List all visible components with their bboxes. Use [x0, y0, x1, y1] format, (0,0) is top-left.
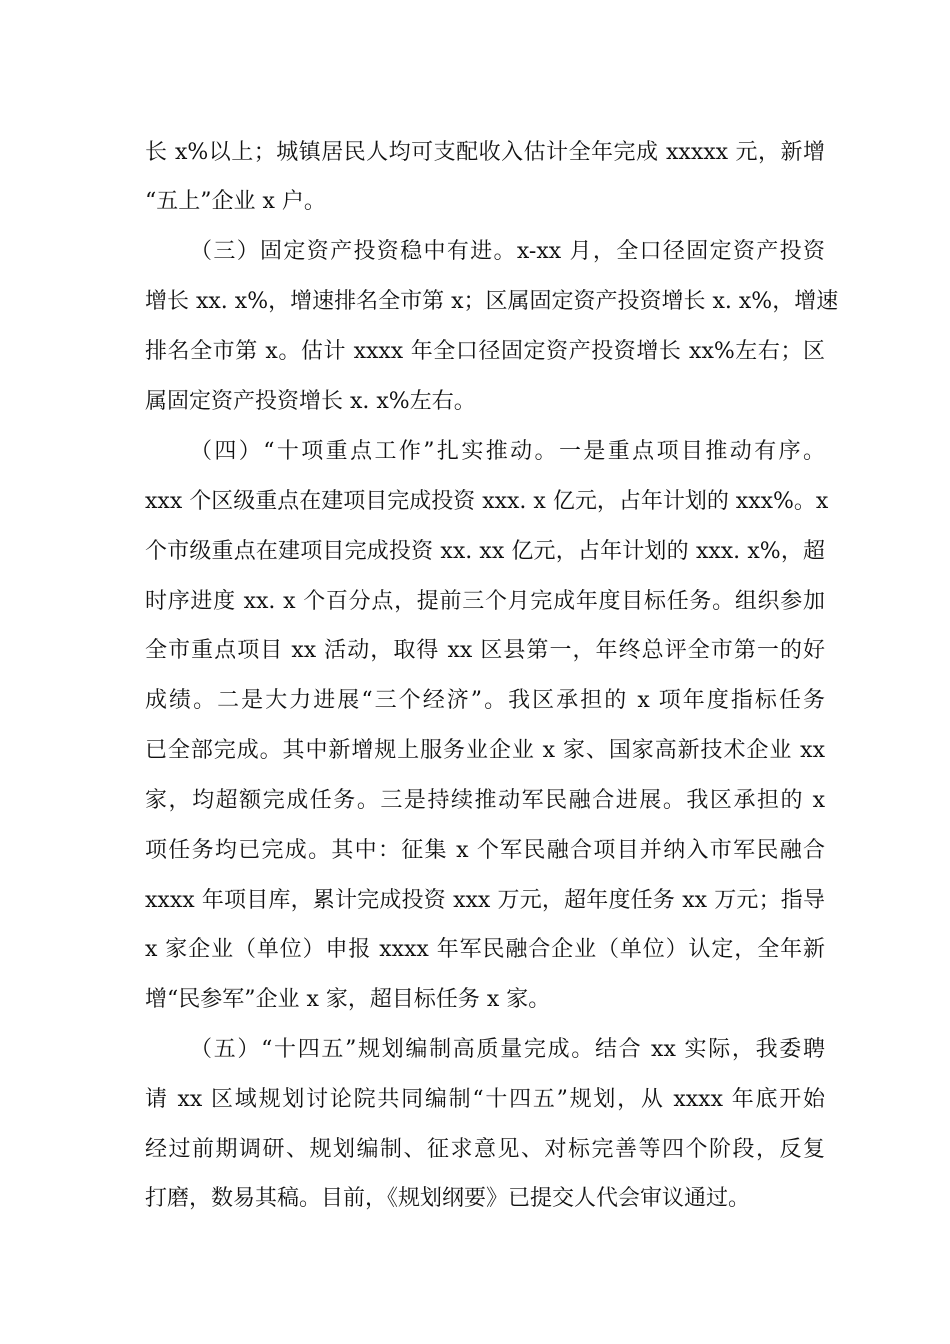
- body-text-line: 家，均超额完成任务。三是持续推动军民融合进展。我区承担的 x: [145, 788, 825, 813]
- body-text-line: 个市级重点在建项目完成投资 xx. xx 亿元，占年计划的 xxx. x%，超: [145, 539, 825, 564]
- body-text-line: 时序进度 xx. x 个百分点，提前三个月完成年度目标任务。组织参加: [145, 589, 825, 614]
- body-text-line: 增长 xx. x%，增速排名全市第 x；区属固定资产投资增长 x. x%，增速: [145, 289, 839, 314]
- body-text-line: 经过前期调研、规划编制、征求意见、对标完善等四个阶段，反复: [145, 1137, 825, 1162]
- body-text-line: 已全部完成。其中新增规上服务业企业 x 家、国家高新技术企业 xx: [145, 738, 825, 763]
- body-text-line: xxx 个区级重点在建项目完成投资 xxx. x 亿元，占年计划的 xxx%。x: [145, 489, 829, 514]
- body-text-line: 打磨，数易其稿。目前，《规划纲要》已提交人代会审议通过。: [145, 1186, 751, 1211]
- body-text-line: 增“民参军”企业 x 家，超目标任务 x 家。: [145, 987, 551, 1012]
- body-text-line: 项任务均已完成。其中：征集 x 个军民融合项目并纳入市军民融合: [145, 838, 825, 863]
- section-heading-line: （五）“十四五”规划编制高质量完成。结合 xx 实际，我委聘: [190, 1037, 825, 1062]
- body-text-line: x 家企业（单位）申报 xxxx 年军民融合企业（单位）认定，全年新: [145, 937, 825, 962]
- body-text-line: 长 x%以上；城镇居民人均可支配收入估计全年完成 xxxxx 元，新增: [145, 140, 825, 165]
- body-text-line: “五上”企业 x 户。: [145, 189, 326, 214]
- body-text-line: 属固定资产投资增长 x. x%左右。: [145, 389, 476, 414]
- section-heading-line: （三）固定资产投资稳中有进。x-xx 月，全口径固定资产投资: [190, 239, 825, 264]
- body-text-line: 请 xx 区域规划讨论院共同编制“十四五”规划，从 xxxx 年底开始: [145, 1087, 825, 1112]
- body-text-line: 排名全市第 x。估计 xxxx 年全口径固定资产投资增长 xx%左右；区: [145, 339, 825, 364]
- section-heading-line: （四）“十项重点工作”扎实推动。一是重点项目推动有序。: [190, 439, 825, 464]
- body-text-line: 全市重点项目 xx 活动，取得 xx 区县第一，年终总评全市第一的好: [145, 638, 825, 663]
- body-text-line: 成绩。二是大力进展“三个经济”。我区承担的 x 项年度指标任务: [145, 688, 825, 713]
- body-text-line: xxxx 年项目库，累计完成投资 xxx 万元，超年度任务 xx 万元；指导: [145, 888, 825, 913]
